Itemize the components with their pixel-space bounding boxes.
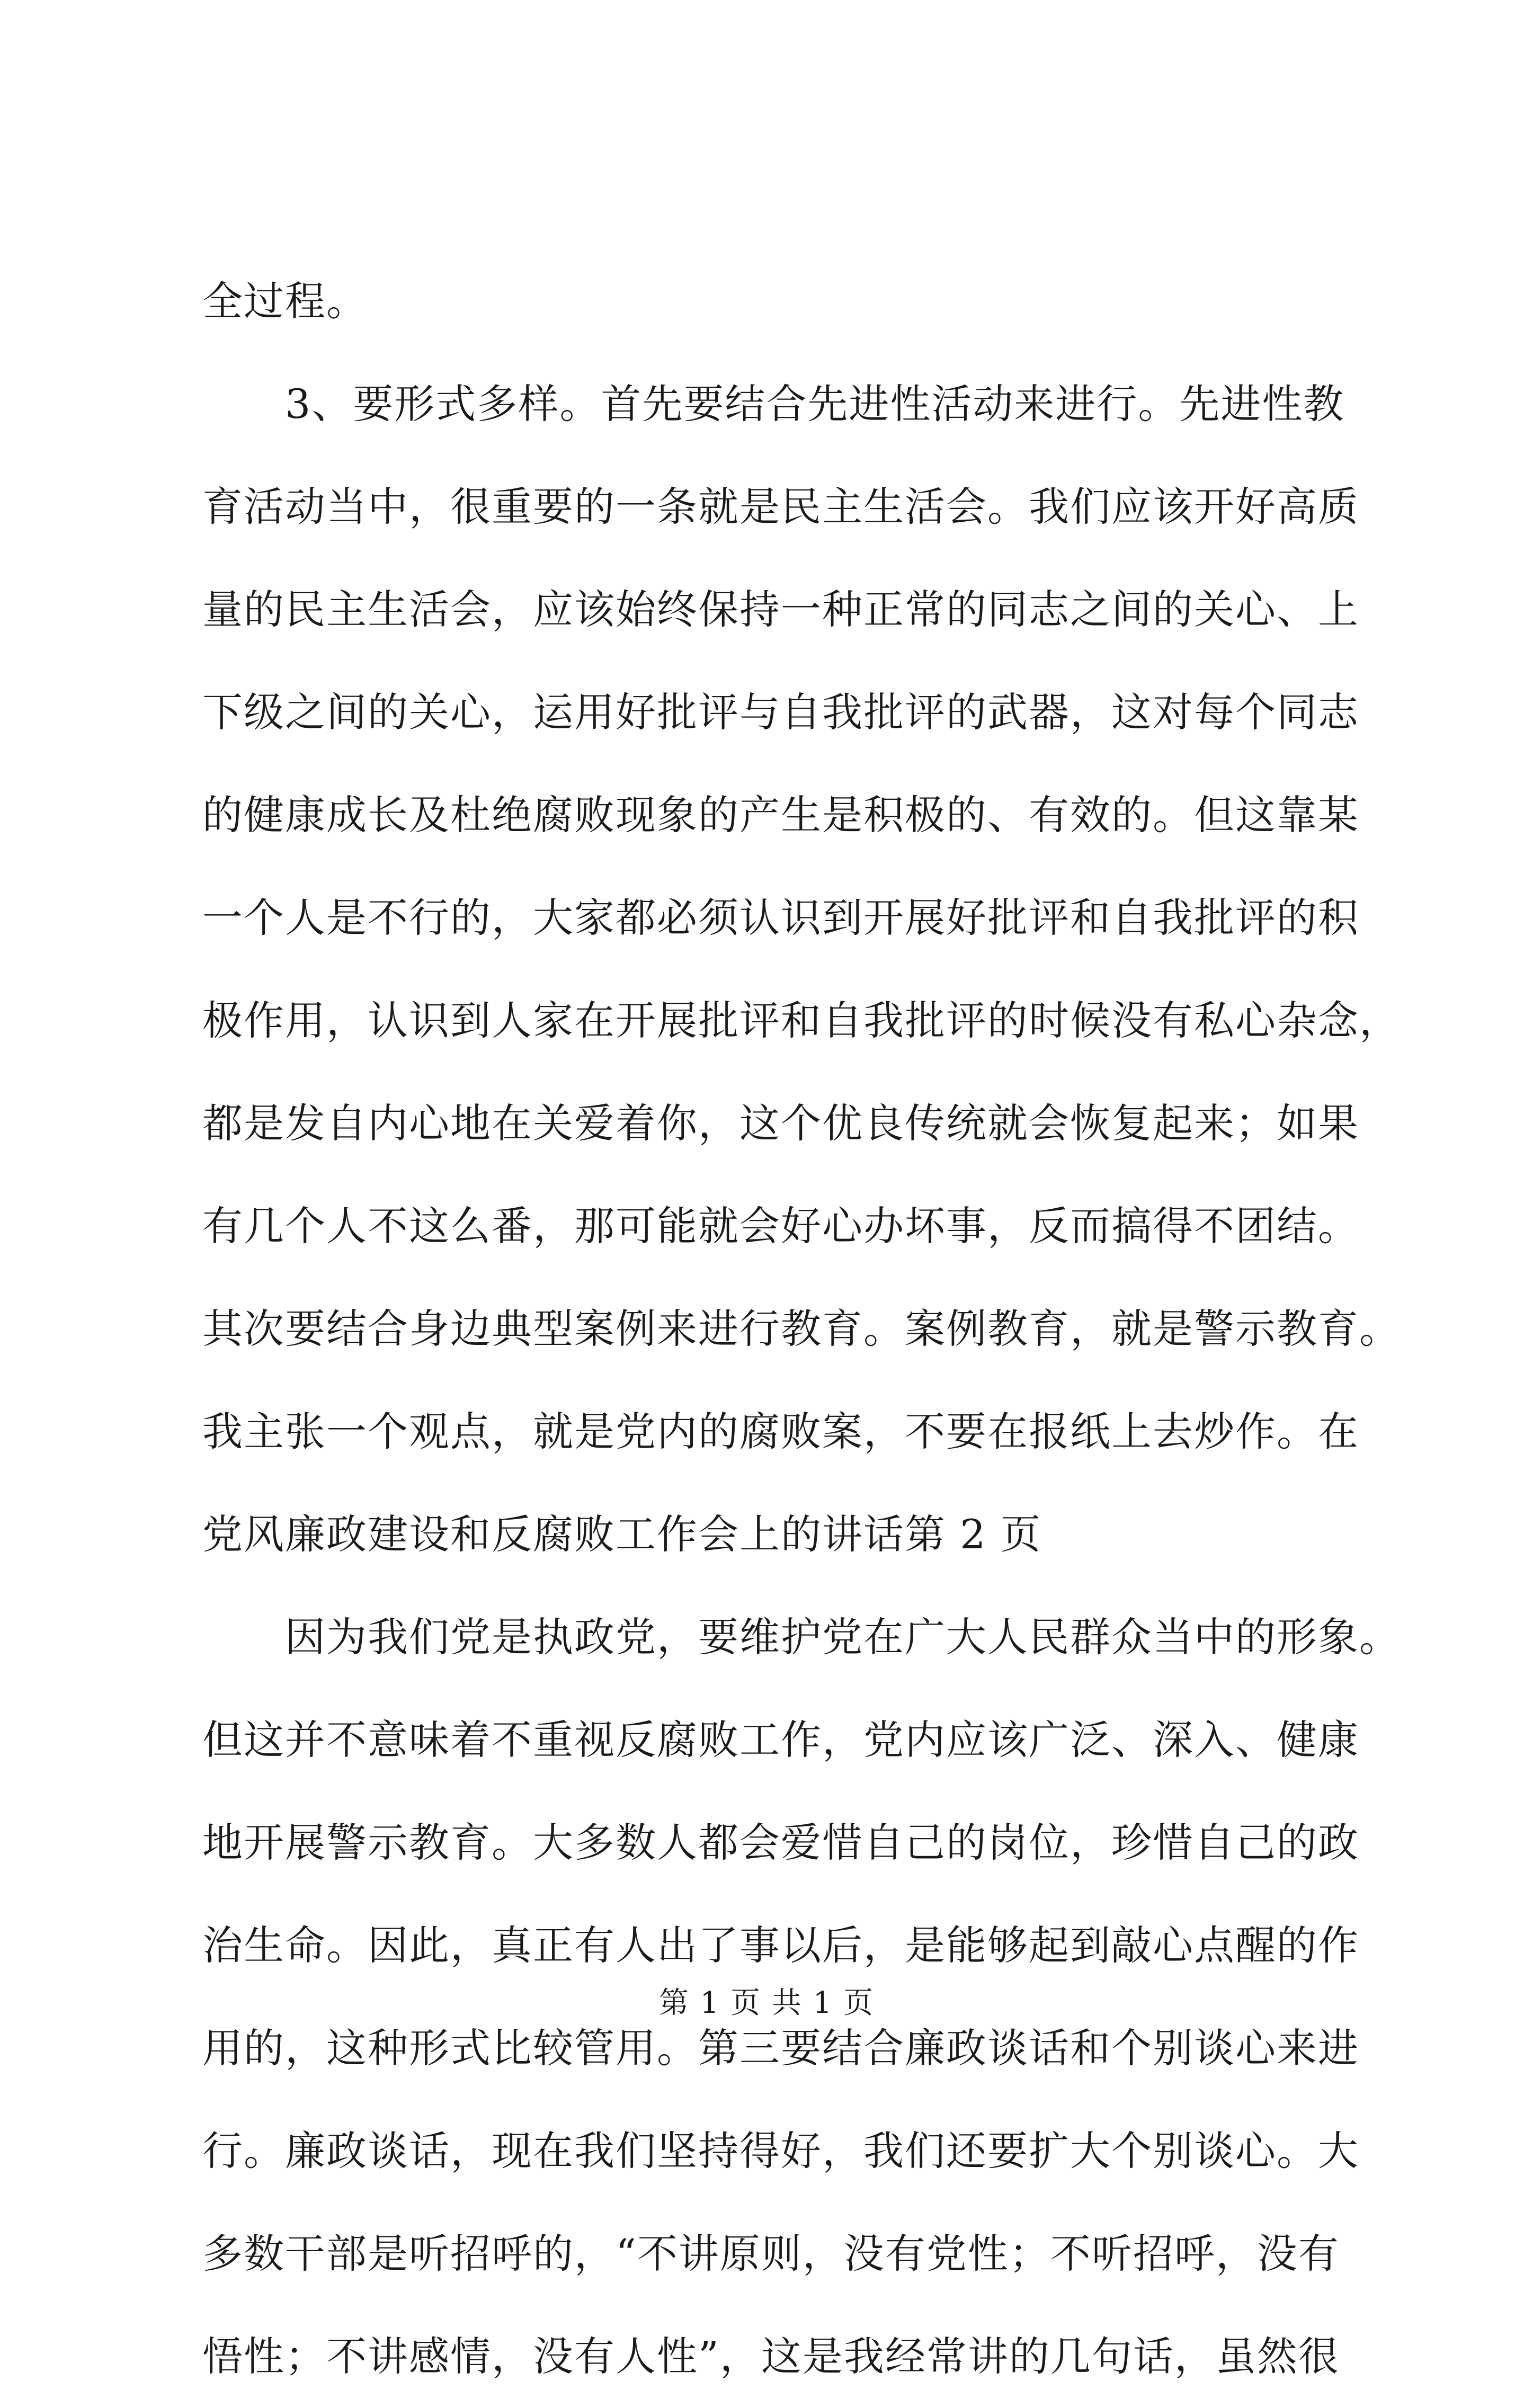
text-line: 但这并不意味着不重视反腐败工作，党内应该广泛、深入、健康	[202, 1716, 1359, 1763]
text-line: 治生命。因此，真正有人出了事以后，是能够起到敲心点醒的作	[202, 1922, 1359, 1969]
text-line: 3、要形式多样。首先要结合先进性活动来进行。先进性教	[202, 380, 1345, 427]
text-line: 悟性；不讲感情，没有人性”，这是我经常讲的几句话，虽然很	[202, 2333, 1340, 2380]
text-line: 多数干部是听招呼的，“不讲原则，没有党性；不听招呼，没有	[202, 2230, 1340, 2277]
text-line: 都是发自内心地在关爱着你，这个优良传统就会恢复起来；如果	[202, 1100, 1359, 1147]
text-line: 育活动当中，很重要的一条就是民主生活会。我们应该开好高质	[202, 483, 1359, 530]
text-line: 用的，这种形式比较管用。第三要结合廉政谈话和个别谈心来进	[202, 2024, 1359, 2072]
page-number-label: 第 1 页 共 1 页	[658, 1986, 875, 2020]
text-line: 的健康成长及杜绝腐败现象的产生是积极的、有效的。但这靠某	[202, 791, 1359, 839]
text-line: 其次要结合身边典型案例来进行教育。案例教育，就是警示教育。	[202, 1305, 1401, 1352]
text-line: 全过程。	[202, 278, 368, 325]
page-footer	[0, 1982, 1533, 2024]
text-line: 下级之间的关心，运用好批评与自我批评的武器，这对每个同志	[202, 689, 1359, 736]
text-line: 极作用，认识到人家在开展批评和自我批评的时候没有私心杂念，	[202, 997, 1401, 1044]
text-line: 有几个人不这么番，那可能就会好心办坏事，反而搞得不团结。	[202, 1202, 1359, 1250]
text-line: 一个人是不行的，大家都必须认识到开展好批评和自我批评的积	[202, 894, 1359, 941]
text-line: 量的民主生活会，应该始终保持一种正常的同志之间的关心、上	[202, 586, 1359, 633]
body-text	[202, 250, 1401, 2408]
text-line: 地开展警示教育。大多数人都会爱惜自己的岗位，珍惜自己的政	[202, 1819, 1359, 1866]
text-line: 党风廉政建设和反腐败工作会上的讲话第 2 页	[202, 1511, 1042, 1558]
text-line: 行。廉政谈话，现在我们坚持得好，我们还要扩大个别谈心。大	[202, 2127, 1359, 2174]
text-line: 我主张一个观点，就是党内的腐败案，不要在报纸上去炒作。在	[202, 1408, 1359, 1455]
text-line: 因为我们党是执政党，要维护党在广大人民群众当中的形象。	[202, 1613, 1401, 1661]
